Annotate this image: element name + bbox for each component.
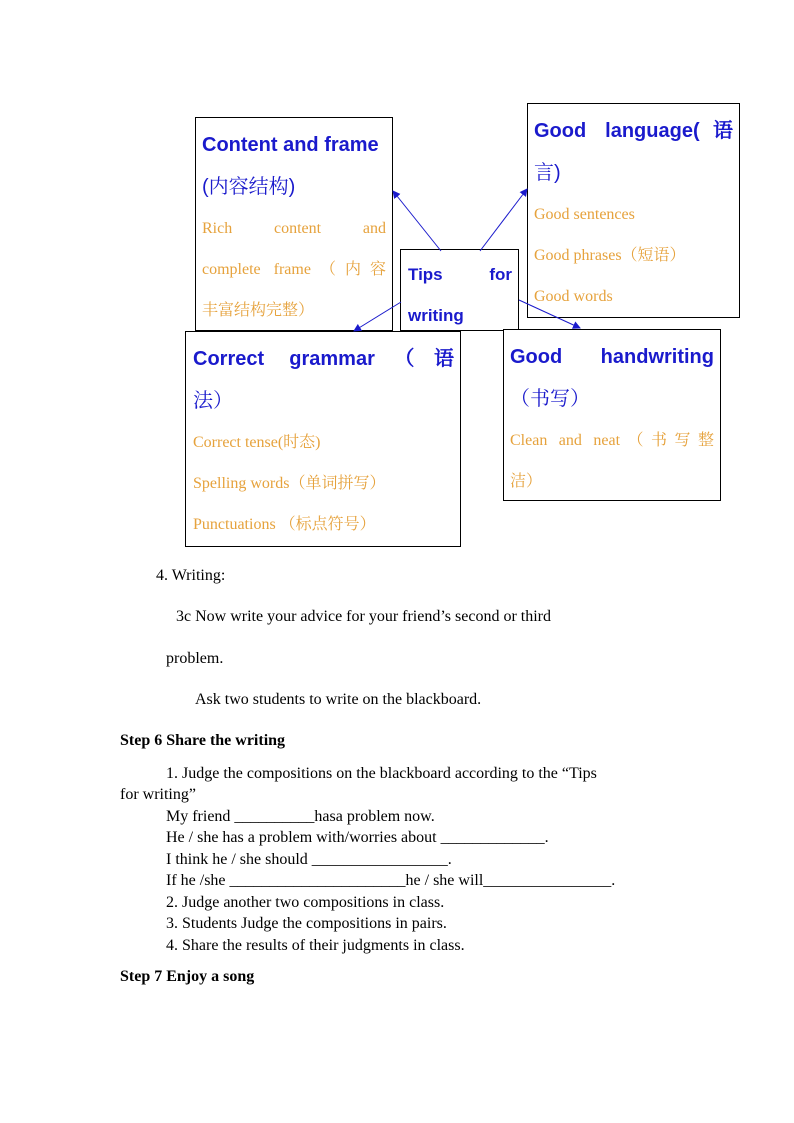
correct-grammar-title: Correct grammar（语 xyxy=(193,348,454,370)
good-handwriting-title-cn: （书写） xyxy=(510,388,590,410)
correct-grammar-item: Spelling words（单词拼写） xyxy=(193,475,386,492)
good-handwriting-desc-1: Clean and neat（书写整 xyxy=(510,432,714,449)
correct-grammar-item: Correct tense(时态) xyxy=(193,434,321,451)
content-frame-desc-1: Rich content and xyxy=(202,220,386,237)
step6-item-2: 2. Judge another two compositions in class. xyxy=(166,894,445,911)
content-frame-title: Content and frame xyxy=(202,134,379,156)
arrow-to-content xyxy=(393,191,441,251)
good-language-item: Good phrases（短语） xyxy=(534,247,686,264)
step6-item-1: 1. Judge the compositions on the blackboard according to the “Tips xyxy=(166,765,597,782)
writing-task: Ask two students to write on the blackboard. xyxy=(195,691,482,708)
arrow-to-handwriting xyxy=(519,300,580,328)
step7-title: Step 7 Enjoy a song xyxy=(120,968,255,985)
arrow-to-grammar xyxy=(354,302,401,331)
content-frame-desc-2: complete frame（内容 xyxy=(202,261,386,278)
template-line-2: He / she has a problem with/worries about _____________. xyxy=(166,829,549,846)
template-line-1: My friend __________hasa problem now. xyxy=(166,808,435,825)
template-line-3: I think he / she should _________________. xyxy=(166,851,452,868)
correct-grammar-item: Punctuations （标点符号） xyxy=(193,516,376,533)
diagram-arrows xyxy=(0,0,794,560)
step6-item-1-cont: for writing” xyxy=(120,786,196,803)
writing-instruction: 3c Now write your advice for your friend’s second or third xyxy=(176,608,551,625)
good-handwriting-desc-2: 洁） xyxy=(510,473,543,490)
writing-heading: 4. Writing: xyxy=(156,567,226,584)
good-language-item: Good sentences xyxy=(534,206,635,223)
tips-line-2: writing xyxy=(408,306,464,325)
tips-line-1: Tips for xyxy=(408,265,512,284)
content-frame-desc-3: 丰富结构完整） xyxy=(202,302,315,319)
step6-item-3: 3. Students Judge the compositions in pairs. xyxy=(166,915,447,932)
good-language-title-cn: 言) xyxy=(534,162,561,184)
content-frame-title-cn: (内容结构) xyxy=(202,176,296,198)
step6-title: Step 6 Share the writing xyxy=(120,732,286,749)
correct-grammar-title-cn: 法） xyxy=(193,390,233,412)
good-language-item: Good words xyxy=(534,288,613,305)
step6-item-4: 4. Share the results of their judgments in class. xyxy=(166,937,465,954)
writing-instruction-cont: problem. xyxy=(166,650,224,667)
good-handwriting-title: Good handwriting xyxy=(510,346,714,368)
good-language-title: Good language(语 xyxy=(534,120,733,142)
arrow-to-language xyxy=(480,189,527,251)
template-line-4: If he /she ______________________he / she will________________. xyxy=(166,872,616,889)
